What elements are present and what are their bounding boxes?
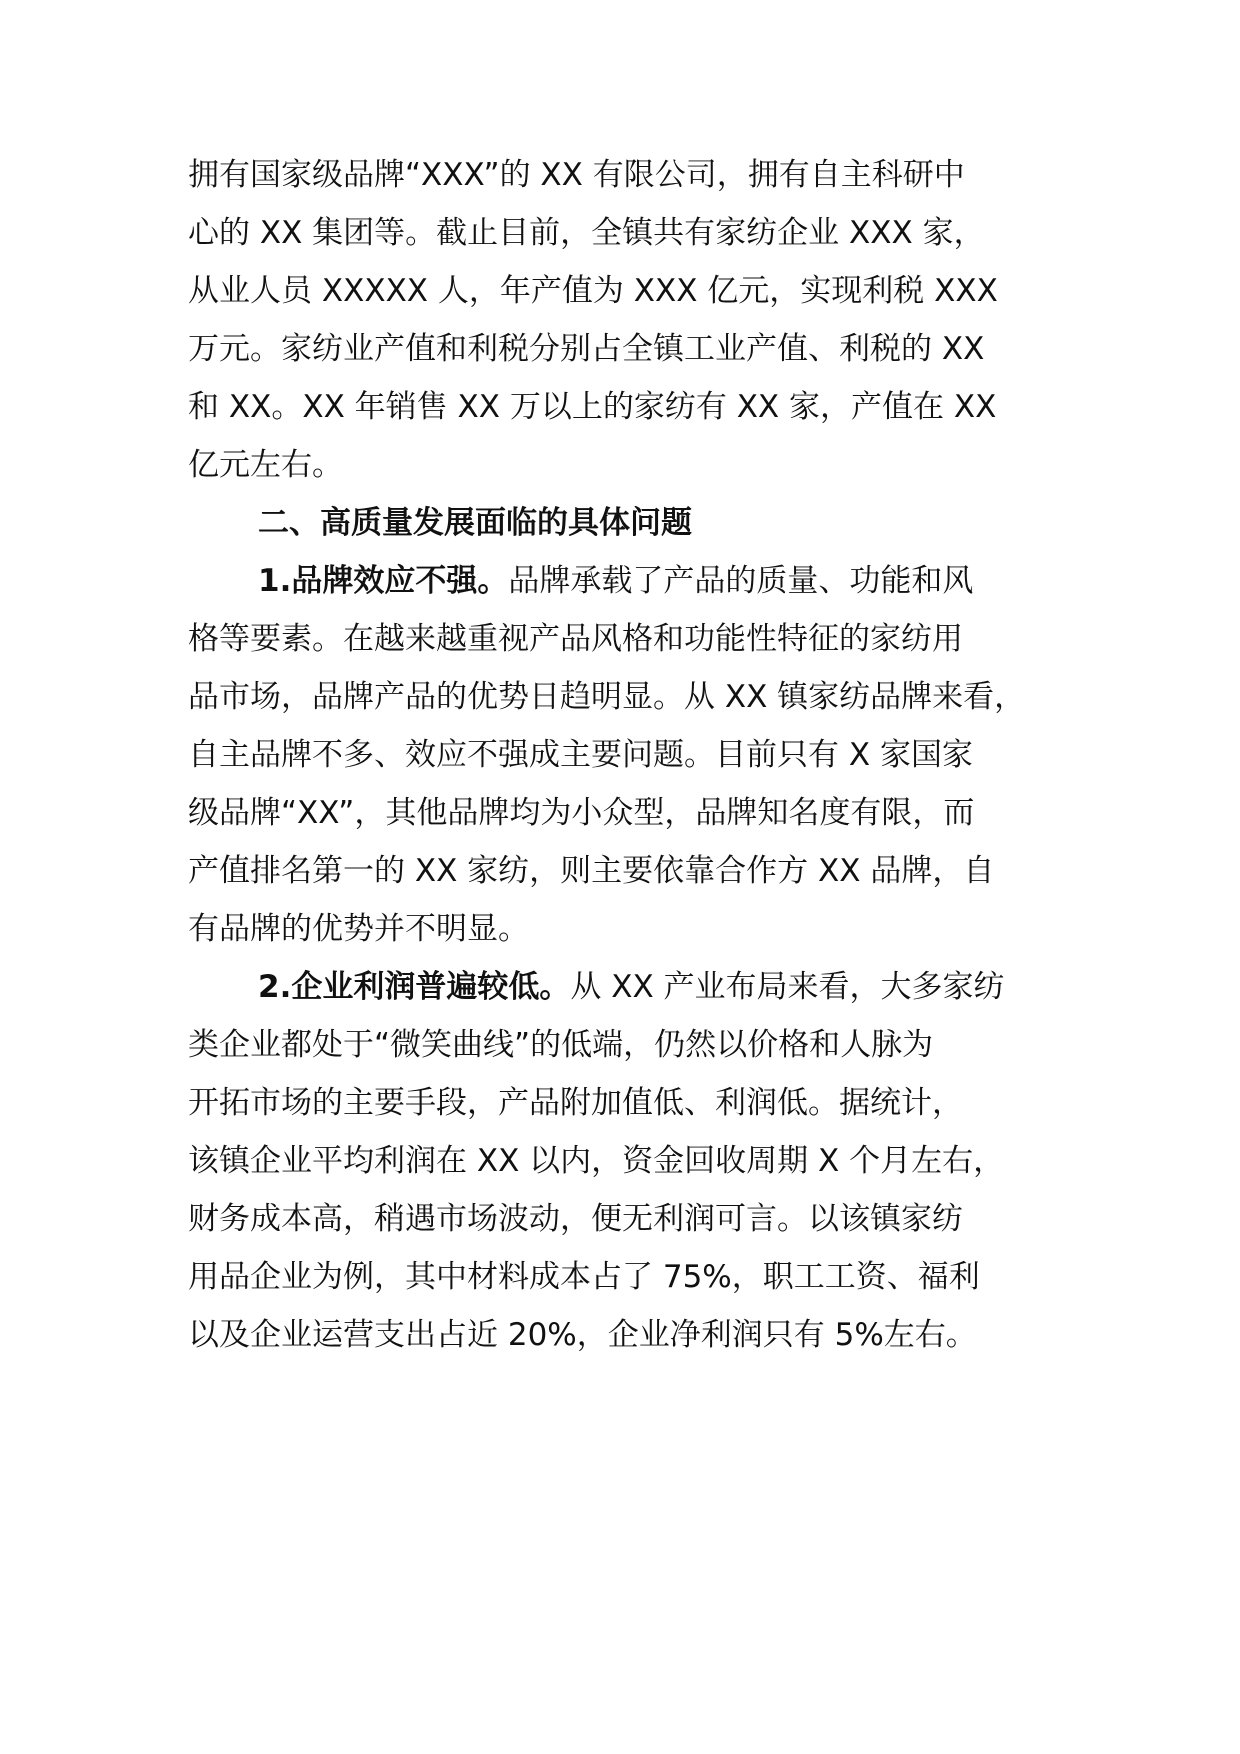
- item1-line-7: 有品牌的优势并不明显。: [188, 911, 529, 947]
- item2-line-4: 该镇企业平均利润在 XX 以内，资金回收周期 X 个月左右，: [188, 1143, 1005, 1179]
- intro-line-4: 万元。家纺业产值和利税分别占全镇工业产值、利税的 XX: [188, 331, 985, 367]
- item2-line-3: 开拓市场的主要手段，产品附加值低、利润低。据统计，: [188, 1085, 963, 1121]
- item2-line-7: 以及企业运营支出占近 20%，企业净利润只有 5%左右。: [188, 1317, 977, 1353]
- intro-line-1: 拥有国家级品牌“XXX”的 XX 有限公司，拥有自主科研中: [188, 157, 965, 193]
- intro-line-2: 心的 XX 集团等。截止目前，全镇共有家纺企业 XXX 家，: [188, 215, 985, 251]
- item1-first-line: [258, 556, 973, 606]
- item2-line-5: 财务成本高，稍遇市场波动，便无利润可言。以该镇家纺: [188, 1201, 963, 1237]
- item1-line-5: 级品牌“XX”，其他品牌均为小众型，品牌知名度有限，而: [188, 795, 975, 831]
- item2-first-line: [258, 962, 1005, 1012]
- intro-line-5: 和 XX。XX 年销售 XX 万以上的家纺有 XX 家，产值在 XX: [188, 389, 997, 425]
- item1-first-line-text: 品牌承载了产品的质量、功能和风: [508, 563, 974, 599]
- item1-line-4: 自主品牌不多、效应不强成主要问题。目前只有 X 家国家: [188, 737, 973, 773]
- item1-line-2: 格等要素。在越来越重视产品风格和功能性特征的家纺用: [188, 621, 963, 657]
- item1-line-6: 产值排名第一的 XX 家纺，则主要依靠合作方 XX 品牌，自: [188, 853, 995, 889]
- item2-line-6: 用品企业为例，其中材料成本占了 75%，职工工资、福利: [188, 1259, 980, 1295]
- item2-title: 2.企业利润普遍较低。: [258, 969, 571, 1005]
- item1-title: 1.品牌效应不强。: [258, 563, 509, 599]
- intro-line-3: 从业人员 XXXXX 人，年产值为 XXX 亿元，实现利税 XXX: [188, 273, 998, 309]
- intro-line-6: 亿元左右。: [188, 447, 343, 483]
- item1-line-3: 品市场，品牌产品的优势日趋明显。从 XX 镇家纺品牌来看，: [188, 679, 1026, 715]
- section-heading: 二、高质量发展面临的具体问题: [258, 505, 692, 541]
- item2-line-2: 类企业都处于“微笑曲线”的低端，仍然以价格和人脉为: [188, 1027, 934, 1063]
- item2-first-line-text: 从 XX 产业布局来看，大多家纺: [570, 969, 1005, 1005]
